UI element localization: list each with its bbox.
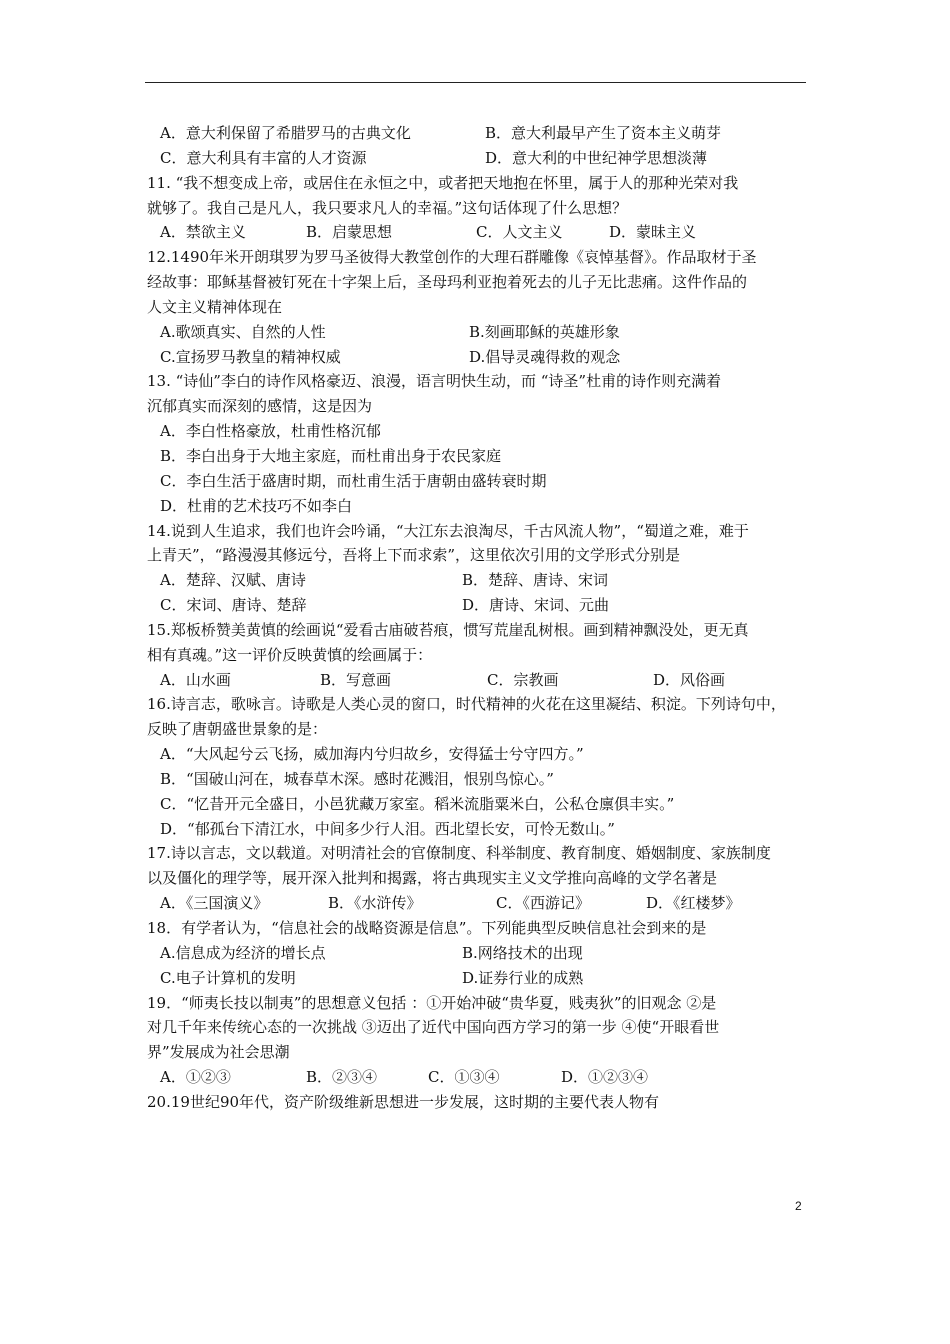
q12-options-row-1: [147, 320, 817, 345]
q17-options: [147, 891, 817, 916]
q14-option-d: D．唐诗、宋词、元曲: [462, 596, 610, 615]
q14-stem-line-2: 上青天”，“路漫漫其修远兮，吾将上下而求索”，这里依次引用的文学形式分别是: [147, 546, 681, 565]
header-rule: [145, 82, 806, 83]
q17-option-b: B．《水浒传》: [328, 894, 422, 913]
q12-stem-line-1: 12.1490年米开朗琪罗为罗马圣彼得大教堂创作的大理石群雕像《哀悼基督》。作品取材于圣: [147, 248, 757, 267]
q19-option-a: A．①②③: [160, 1068, 231, 1087]
q16-stem-line-1: 16.诗言志，歌咏言。诗歌是人类心灵的窗口，时代精神的火花在这里凝结、积淀。下列诗句中，: [147, 695, 786, 714]
q10-option-a: A．意大利保留了希腊罗马的古典文化: [160, 124, 411, 142]
q13-option-c: C．李白生活于盛唐时期，而杜甫生活于唐朝由盛转衰时期: [160, 471, 547, 490]
q11-option-a: A．禁欲主义: [160, 223, 246, 242]
q19-options: [147, 1065, 817, 1090]
q17-option-d: D．《红楼梦》: [646, 894, 741, 913]
q14-options-row-2: [147, 593, 817, 618]
q12-stem-line-2: 经故事：耶稣基督被钉死在十字架上后，圣母玛利亚抱着死去的儿子无比悲痛。这件作品的: [147, 273, 748, 292]
q20-stem-line-1: 20.19世纪90年代，资产阶级维新思想进一步发展，这时期的主要代表人物有: [147, 1092, 660, 1111]
q10-option-d: D．意大利的中世纪神学思想淡薄: [485, 148, 708, 167]
q17-stem-line-2: 以及僵化的理学等，展开深入批判和揭露，将古典现实主义文学推向高峰的文学名著是: [147, 869, 718, 888]
q13-option-a: A．李白性格豪放，杜甫性格沉郁: [160, 422, 381, 441]
q14-options-row-1: [147, 568, 817, 593]
q16-option-c: C．“忆昔开元全盛日，小邑犹藏万家室。稻米流脂粟米白，公私仓廪俱丰实。”: [160, 794, 675, 813]
q13-stem-line-2: 沉郁真实而深刻的感情，这是因为: [147, 397, 373, 416]
q10-options-row-1: [147, 121, 817, 146]
q12-option-c: C.宣扬罗马教皇的精神权威: [160, 347, 341, 366]
q16-option-b: B．“国破山河在，城春草木深。感时花溅泪，恨别鸟惊心。”: [160, 769, 554, 788]
q18-option-a: A.信息成为经济的增长点: [160, 943, 326, 962]
q19-option-d: D．①②③④: [561, 1068, 649, 1087]
q16-option-a: A．“大风起兮云飞扬，威加海内兮归故乡，安得猛士兮守四方。”: [160, 745, 584, 764]
q18-stem-line-1: 18．有学者认为，“信息社会的战略资源是信息”。下列能典型反映信息社会到来的是: [147, 919, 707, 937]
q18-option-b: B.网络技术的出现: [462, 943, 583, 962]
page-number: 2: [795, 1199, 802, 1213]
q10-option-b: B．意大利最早产生了资本主义萌芽: [485, 124, 722, 142]
q19-option-b: B．②③④: [306, 1068, 378, 1087]
q13-option-d: D．杜甫的艺术技巧不如李白: [160, 496, 353, 515]
q18-options-row-1: [147, 941, 817, 966]
q19-option-c: C．①③④: [428, 1068, 500, 1087]
q14-option-c: C．宋词、唐诗、楚辞: [160, 596, 307, 615]
q11-stem-line-1: 11. “我不想变成上帝，或居住在永恒之中，或者把天地抱在怀里，属于人的那种光荣对我: [147, 173, 739, 192]
q12-stem-line-3: 人文主义精神体现在: [147, 297, 283, 316]
q17-stem-line-1: 17.诗以言志，文以载道。对明清社会的官僚制度、科举制度、教育制度、婚姻制度、家族制度: [147, 844, 771, 863]
page-content: [147, 121, 817, 1115]
q11-stem-line-2: 就够了。我自己是凡人，我只要求凡人的幸福。”这句话体现了什么思想？: [147, 198, 628, 217]
q11-option-b: B．启蒙思想: [306, 223, 393, 242]
q15-stem-line-1: 15.郑板桥赞美黄慎的绘画说“爱看古庙破苔痕，惯写荒崖乱树根。画到精神飘没处，更无真: [147, 620, 749, 639]
q15-options: [147, 668, 817, 693]
q13-stem-line-1: 13. “诗仙”李白的诗作风格豪迈、浪漫，语言明快生动，而 “诗圣”杜甫的诗作则充满着: [147, 372, 722, 391]
q12-option-d: D.倡导灵魂得救的观念: [469, 347, 621, 366]
q13-option-b: B．李白出身于大地主家庭，而杜甫出身于农民家庭: [160, 446, 502, 465]
q15-option-b: B．写意画: [320, 670, 392, 689]
q18-option-d: D.证券行业的成熟: [462, 968, 584, 987]
q17-option-c: C．《西游记》: [496, 894, 590, 913]
q14-stem-line-1: 14.说到人生追求，我们也许会吟诵，“大江东去浪淘尽，千古风流人物”，“蜀道之难，难于: [147, 521, 749, 540]
q15-option-d: D．风俗画: [653, 670, 726, 689]
q15-option-a: A．山水画: [160, 670, 231, 689]
q14-option-b: B．楚辞、唐诗、宋词: [462, 571, 609, 590]
q15-stem-line-2: 相有真魂。”这一评价反映黄慎的绘画属于：: [147, 645, 433, 664]
q11-option-d: D．蒙昧主义: [609, 223, 697, 242]
q11-options: [147, 220, 817, 245]
q10-option-c: C．意大利具有丰富的人才资源: [160, 148, 367, 167]
q18-option-c: C.电子计算机的发明: [160, 968, 296, 987]
q10-options-row-2: [147, 146, 817, 171]
q19-stem-line-1: 19．“师夷长技以制夷”的思想意义包括 ：①开始冲破“贵华夏，贱夷狄”的旧观念 ②是: [147, 993, 717, 1012]
q19-stem-line-3: 界”发展成为社会思潮: [147, 1043, 290, 1062]
q12-option-b: B.刻画耶稣的英雄形象: [469, 322, 620, 341]
q11-option-c: C．人文主义: [476, 223, 563, 242]
q14-option-a: A．楚辞、汉赋、唐诗: [160, 571, 306, 590]
q15-option-c: C．宗教画: [487, 670, 559, 689]
q12-options-row-2: [147, 345, 817, 370]
q18-options-row-2: [147, 966, 817, 991]
q19-stem-line-2: 对几千年来传统心态的一次挑战 ③迈出了近代中国向西方学习的第一步 ④使“开眼看世: [147, 1018, 720, 1037]
q17-option-a: A．《三国演义》: [160, 894, 269, 913]
q12-option-a: A.歌颂真实、自然的人性: [160, 322, 326, 341]
q16-stem-line-2: 反映了唐朝盛世景象的是：: [147, 720, 328, 739]
q16-option-d: D．“郁孤台下清江水，中间多少行人泪。西北望长安，可怜无数山。”: [160, 819, 615, 838]
